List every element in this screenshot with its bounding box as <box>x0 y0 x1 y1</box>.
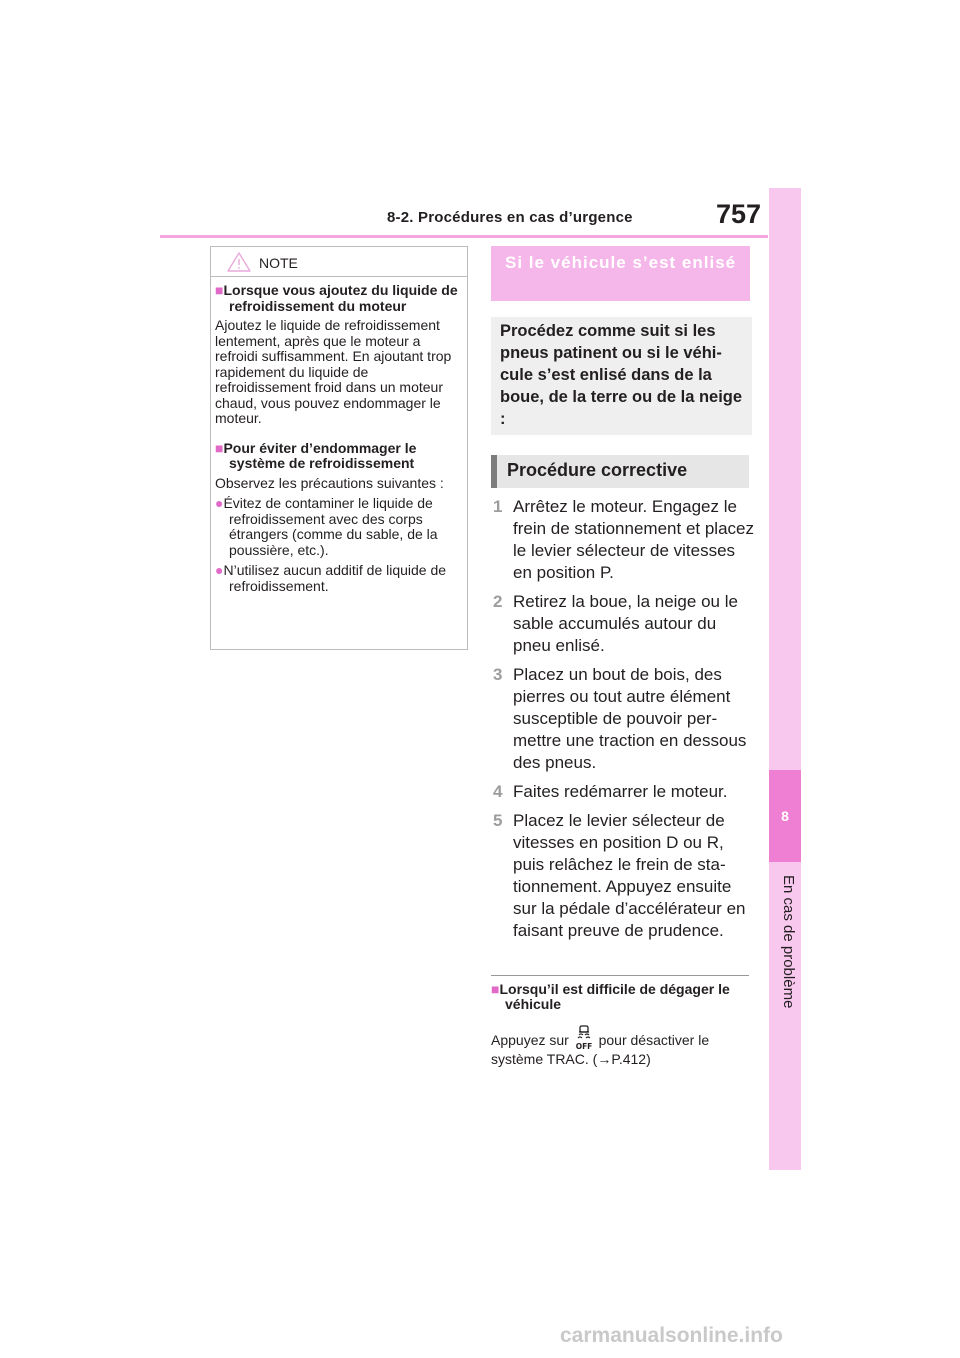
chapter-number-tab[interactable]: 8 <box>769 770 801 862</box>
square-bullet-icon: ■ <box>215 439 224 456</box>
note-bullet: ●Évitez de contaminer le liquide de refroidissement avec des corps étrangers (comme du sable, de la poussière, etc.). <box>215 495 438 558</box>
note-heading-cooling-system: ■Pour éviter d’endommager le système de refroidissement <box>215 439 417 471</box>
svg-text:OFF: OFF <box>575 1042 593 1051</box>
warning-triangle-icon <box>227 252 251 272</box>
watermark[interactable]: carmanualsonline.info <box>560 1324 783 1347</box>
intro-box <box>491 317 752 435</box>
circle-bullet-icon: ● <box>215 562 224 578</box>
note-bullet: ●N’utilisez aucun additif de liquide de refroidissement. <box>215 562 447 594</box>
chapter-title-vertical: En cas de problème <box>780 875 797 1009</box>
step-text: Arrêtez le moteur. Engagez le frein de stationnement et placez le levier sélecteur de vitesses en position P. <box>513 497 754 582</box>
tip-separator <box>491 975 749 976</box>
note-title: NOTE <box>259 255 298 271</box>
note-paragraph: Observez les précautions suivantes : <box>215 474 444 491</box>
trac-off-icon <box>573 1025 595 1051</box>
step-number: 5 <box>493 811 503 830</box>
step-item <box>493 496 755 584</box>
tip-text-before: Appuyez sur <box>491 1032 569 1048</box>
procedure-heading-bar <box>491 455 749 488</box>
note-body <box>215 283 463 599</box>
tip-heading: ■Lorsqu’il est difficile de dégager le véhicule <box>491 981 730 1012</box>
step-number: 3 <box>493 665 503 684</box>
page-number: 757 <box>716 199 762 229</box>
section-title: Si le véhicule s’est enlisé <box>505 253 737 272</box>
header-rule <box>160 235 768 238</box>
note-paragraph: Ajoutez le liquide de refroidissement lentement, après que le moteur a refroidi suffisamment. En ajoutant trop rapidement du liquide de refroidissement froid dans un moteur chaud, vous pouvez endommager le moteur. <box>215 317 452 426</box>
step-number: 1 <box>493 497 503 516</box>
note-heading-coolant: ■Lorsque vous ajoutez du liquide de refroidissement du moteur <box>215 282 458 314</box>
step-text: Placez un bout de bois, des pierres ou tout autre élément susceptible de pouvoir permettre une traction en dessous des pneus. <box>513 665 747 772</box>
step-item <box>493 781 755 803</box>
tip-paragraph <box>491 1025 749 1067</box>
step-number: 4 <box>493 782 503 801</box>
square-bullet-icon: ■ <box>215 282 224 298</box>
section-title-banner <box>491 246 750 301</box>
intro-text: Procédez comme suit si les pneus patinent ou si le véhicule s’est enlisé dans de la boue, de la terre ou de la neige : <box>500 322 743 428</box>
tip-text-after: pour désactiver le système TRAC. (→P.412) <box>491 1032 710 1067</box>
procedure-steps <box>493 496 755 949</box>
step-text: Faites redémarrer le moteur. <box>513 782 728 801</box>
step-item <box>493 664 755 774</box>
step-number: 2 <box>493 592 503 611</box>
circle-bullet-icon: ● <box>215 495 224 511</box>
square-bullet-icon: ■ <box>491 981 500 997</box>
step-text: Retirez la boue, la neige ou le sable accumulés autour du pneu enlisé. <box>513 592 738 655</box>
note-header <box>211 247 467 277</box>
step-item <box>493 810 755 942</box>
step-item <box>493 591 755 657</box>
step-text: Placez le levier sélecteur de vitesses en position D ou R, puis relâchez le frein de stationnement. Appuyez ensuite sur la pédale d’accélérateur en faisant preuve de prudence. <box>513 811 746 940</box>
note-box <box>210 246 468 650</box>
running-header-section: 8-2. Procédures en cas d’urgence <box>387 209 633 226</box>
procedure-title: Procédure corrective <box>507 460 688 480</box>
